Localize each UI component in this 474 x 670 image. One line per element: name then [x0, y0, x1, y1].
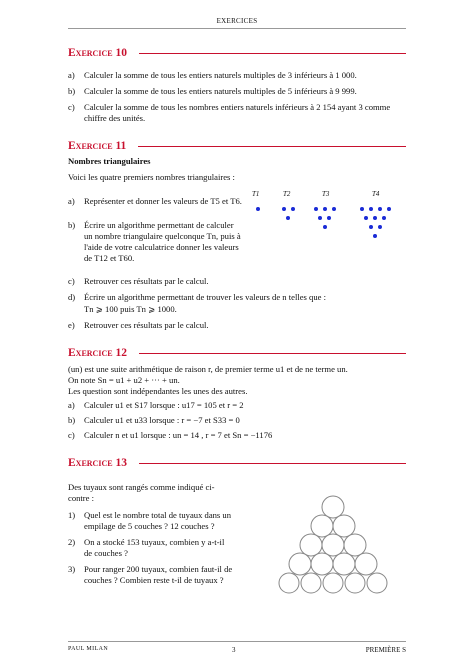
dot	[369, 207, 373, 211]
exercise-11-title: Exercice 11	[68, 137, 406, 155]
dot	[387, 207, 391, 211]
ex13-item-2: 2) On a stocké 153 tuyaux, combien y a-t-il de couches ?	[68, 537, 225, 558]
dot	[282, 207, 286, 211]
dot	[382, 216, 386, 220]
footer-rule	[68, 641, 406, 642]
ex13-item-1: 1) Quel est le nombre total de tuyaux dans un empilage de 5 couches ? 12 couches ?	[68, 510, 232, 531]
ex11-item-b: b) Écrire un algorithme permettant de calculer un nombre triangulaire quelconque Tn, puis à l'aide de votre calculatrice donner les valeurs de T12 et T60.	[68, 220, 241, 263]
pipe	[355, 553, 377, 575]
footer-class: PREMIÈRE S	[365, 646, 406, 654]
dot	[323, 225, 327, 229]
ex11-item-a: a) Représenter et donner les valeurs de T5 et T6.	[68, 196, 242, 206]
label-t3: T3	[322, 190, 330, 198]
ex12-item-a: a) Calculer u1 et S17 lorsque : u17 = 105 et r = 2	[68, 400, 244, 410]
dot	[364, 216, 368, 220]
dot	[256, 207, 260, 211]
label-t4: T4	[372, 190, 380, 198]
pipe	[301, 573, 321, 593]
footer-author: PAUL MILAN	[68, 646, 109, 652]
triangular-numbers-figure	[250, 190, 410, 250]
pipe	[279, 573, 299, 593]
ex12-line-1: (un) est une suite arithmétique de raison r, de premier terme u1 et de ne terme un.	[68, 364, 348, 374]
pipe-stack-figure	[268, 494, 398, 594]
ex13-item-3: 3) Pour ranger 200 tuyaux, combien faut-il de couches ? Combien reste t-il de tuyaux ?	[68, 564, 233, 585]
pipe	[300, 534, 322, 556]
pipe	[345, 573, 365, 593]
exercise-10-title: Exercice 10	[68, 44, 406, 62]
exercise-12-title: Exercice 12	[68, 344, 406, 362]
running-header: EXERCICES	[216, 17, 258, 25]
pipe	[322, 496, 344, 518]
ex10-item-a: a) Calculer la somme de tous les entiers naturels multiples de 3 inférieurs à 1 000.	[68, 70, 357, 80]
pipe	[323, 573, 343, 593]
ex11-item-e: e) Retrouver ces résultats par le calcul.	[68, 320, 209, 330]
ex13-intro: Des tuyaux sont rangés comme indiqué ci-contre :	[68, 482, 215, 503]
dot	[286, 216, 290, 220]
ex11-subtitle: Nombres triangulaires	[68, 156, 151, 166]
dot	[369, 225, 373, 229]
dot	[291, 207, 295, 211]
dot	[378, 207, 382, 211]
dot	[327, 216, 331, 220]
dot	[378, 225, 382, 229]
dot	[332, 207, 336, 211]
footer-page-number: 3	[232, 646, 236, 654]
label-t2: T2	[283, 190, 291, 198]
exercise-13-title: Exercice 13	[68, 454, 406, 472]
pipe	[311, 515, 333, 537]
dot	[323, 207, 327, 211]
header-rule	[68, 28, 406, 29]
ex12-item-c: c) Calculer n et u1 lorsque : un = 14 , r = 7 et Sn = −1176	[68, 430, 273, 440]
ex11-item-d: d) Écrire un algorithme permettant de trouver les valeurs de n telles que :	[68, 292, 326, 302]
ex11-item-d-condition: Tn ⩾ 100 puis Tn ⩾ 1000.	[84, 304, 177, 314]
ex12-line-3: Les question sont indépendantes les unes des autres.	[68, 386, 248, 396]
dot	[318, 216, 322, 220]
pipe	[333, 553, 355, 575]
ex10-item-c: c) Calculer la somme de tous les nombres entiers naturels inférieurs à 2 154 ayant 3 comme chiffre des unités.	[68, 102, 391, 123]
dot	[373, 216, 377, 220]
dot	[373, 234, 377, 238]
dot	[314, 207, 318, 211]
ex11-intro: Voici les quatre premiers nombres triangulaires :	[68, 172, 235, 182]
ex11-item-c: c) Retrouver ces résultats par le calcul.	[68, 276, 209, 286]
ex10-item-b: b) Calculer la somme de tous les entiers naturels multiples de 5 inférieurs à 9 999.	[68, 86, 357, 96]
pipe	[322, 534, 344, 556]
pipe	[344, 534, 366, 556]
pipe	[367, 573, 387, 593]
label-t1: T1	[252, 190, 260, 198]
ex12-item-b: b) Calculer u1 et u33 lorsque : r = −7 et S33 = 0	[68, 415, 240, 425]
pipe	[289, 553, 311, 575]
pipe	[333, 515, 355, 537]
dot	[360, 207, 364, 211]
ex12-line-2: On note Sn = u1 + u2 + ··· + un.	[68, 375, 180, 385]
pipe	[311, 553, 333, 575]
